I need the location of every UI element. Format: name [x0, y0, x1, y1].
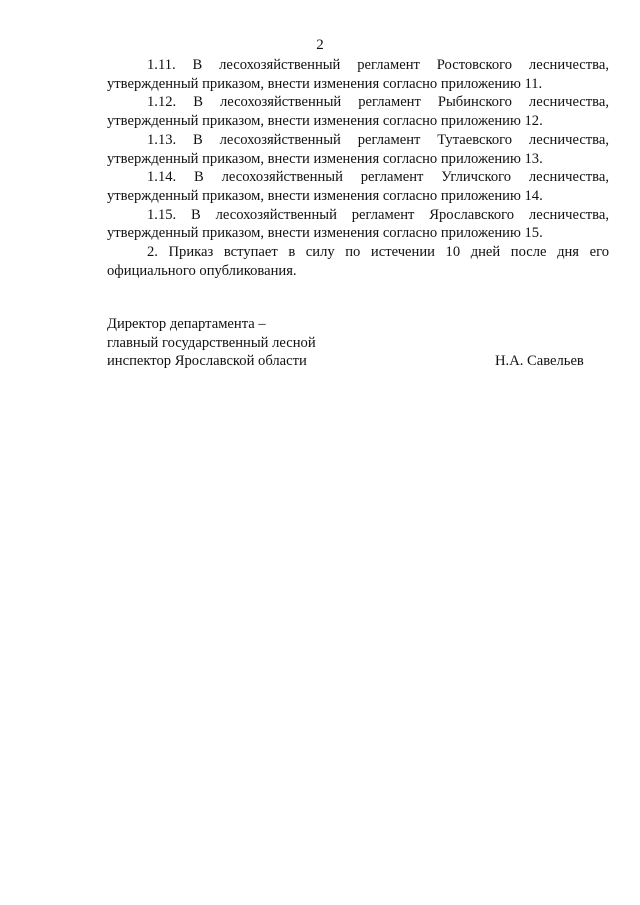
paragraph-1-14: 1.14. В лесохозяйственный регламент Угличского лесничества, утвержденный приказом, внести изменения согласно приложению 14. [107, 169, 609, 204]
signatory-title-line-2: главный государственный лесной [107, 334, 316, 351]
page-number: 2 [316, 37, 324, 53]
paragraph-2: 2. Приказ вступает в силу по истечении 10 дней после дня его официального опубликования. [107, 244, 609, 279]
paragraph-1-13: 1.13. В лесохозяйственный регламент Тутаевского лесничества, утвержденный приказом, внести изменения согласно приложению 13. [107, 131, 609, 167]
paragraph-1-11: 1.11. В лесохозяйственный регламент Ростовского лесничества, утвержденный приказом, внести изменения согласно приложению 11. [107, 57, 609, 92]
signatory-name: Н.А. Савельев [495, 353, 584, 370]
signatory-title-line-3: инспектор Ярославской области [107, 353, 307, 370]
signatory-title-row [107, 352, 609, 371]
paragraph-1-12: 1.12. В лесохозяйственный регламент Рыбинского лесничества, утвержденный приказом, внести изменения согласно приложению 12. [107, 94, 609, 130]
signature-block [107, 315, 609, 371]
paragraph-1-15: 1.15. В лесохозяйственный регламент Ярославского лесничества, утвержденный приказом, внести изменения согласно приложению 15. [107, 206, 609, 242]
signatory-title-line-1: Директор департамента – [107, 316, 266, 332]
document-body [107, 56, 609, 280]
